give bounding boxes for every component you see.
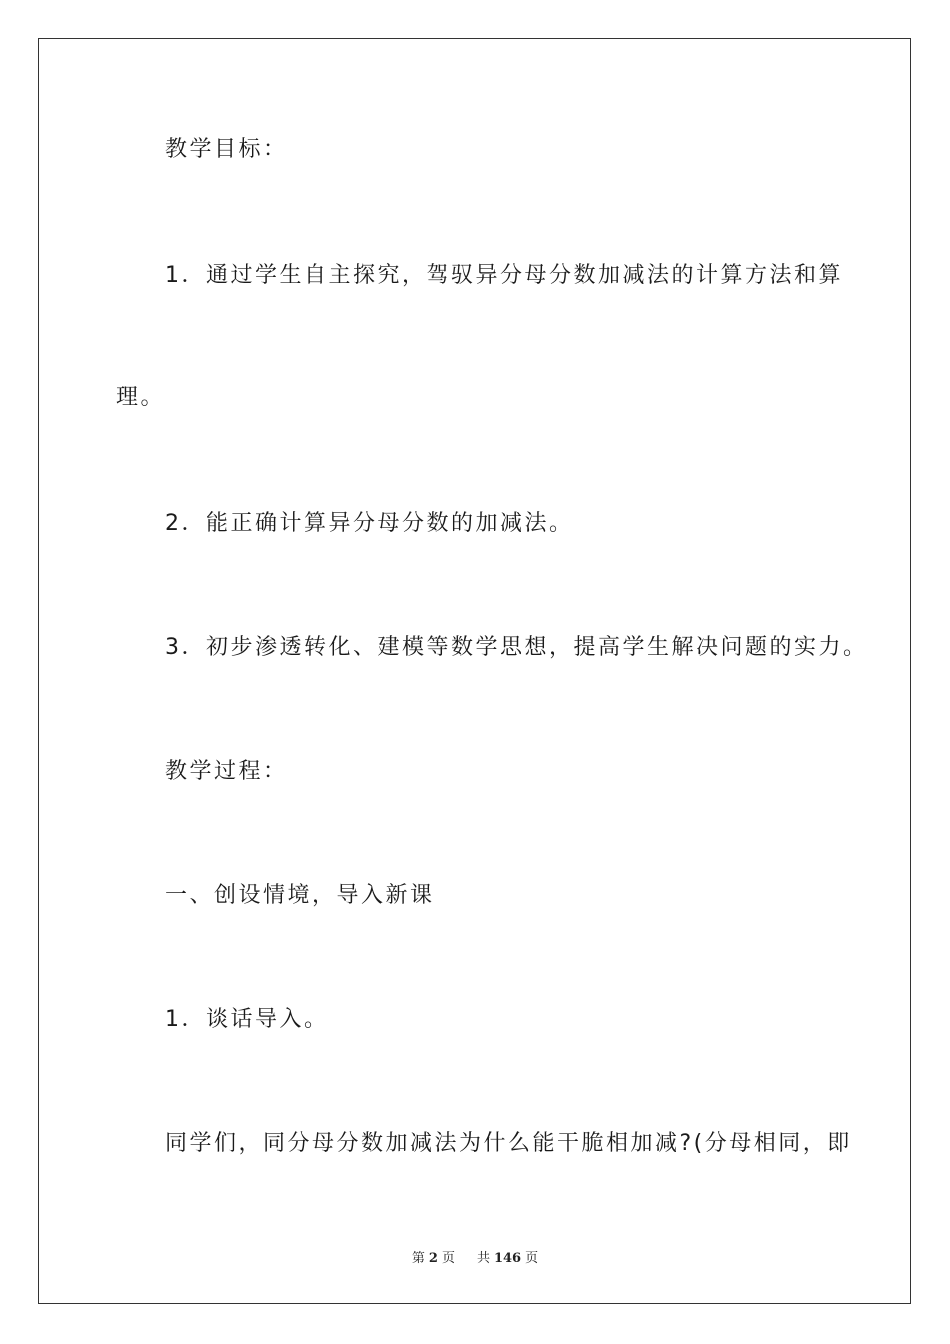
- footer-total-prefix: 共: [476, 1251, 490, 1266]
- page-border: [38, 38, 911, 1304]
- heading-teaching-process: 教学过程：: [165, 759, 288, 784]
- objective-2: 2．能正确计算异分母分数的加减法。: [165, 511, 574, 536]
- page-footer: [0, 1247, 950, 1266]
- footer-page-number: 2: [428, 1251, 438, 1266]
- footer-total-suffix: 页: [525, 1251, 539, 1266]
- objective-3: 3．初步渗透转化、建模等数学思想，提高学生解决问题的实力。: [165, 635, 868, 660]
- footer-total-number: 146: [493, 1251, 522, 1266]
- footer-page-suffix: 页: [441, 1251, 455, 1266]
- footer-page-prefix: 第: [411, 1251, 425, 1266]
- section-1-heading: 一、创设情境，导入新课: [165, 883, 435, 908]
- objective-1-line-1: 1．通过学生自主探究，驾驭异分母分数加减法的计算方法和算: [165, 263, 843, 288]
- step-1-heading: 1．谈话导入。: [165, 1007, 329, 1032]
- objective-1-line-2: 理。: [116, 385, 166, 410]
- body-paragraph: 同学们，同分母分数加减法为什么能干脆相加减?(分母相同，即: [165, 1131, 852, 1156]
- heading-teaching-objectives: 教学目标：: [165, 137, 288, 162]
